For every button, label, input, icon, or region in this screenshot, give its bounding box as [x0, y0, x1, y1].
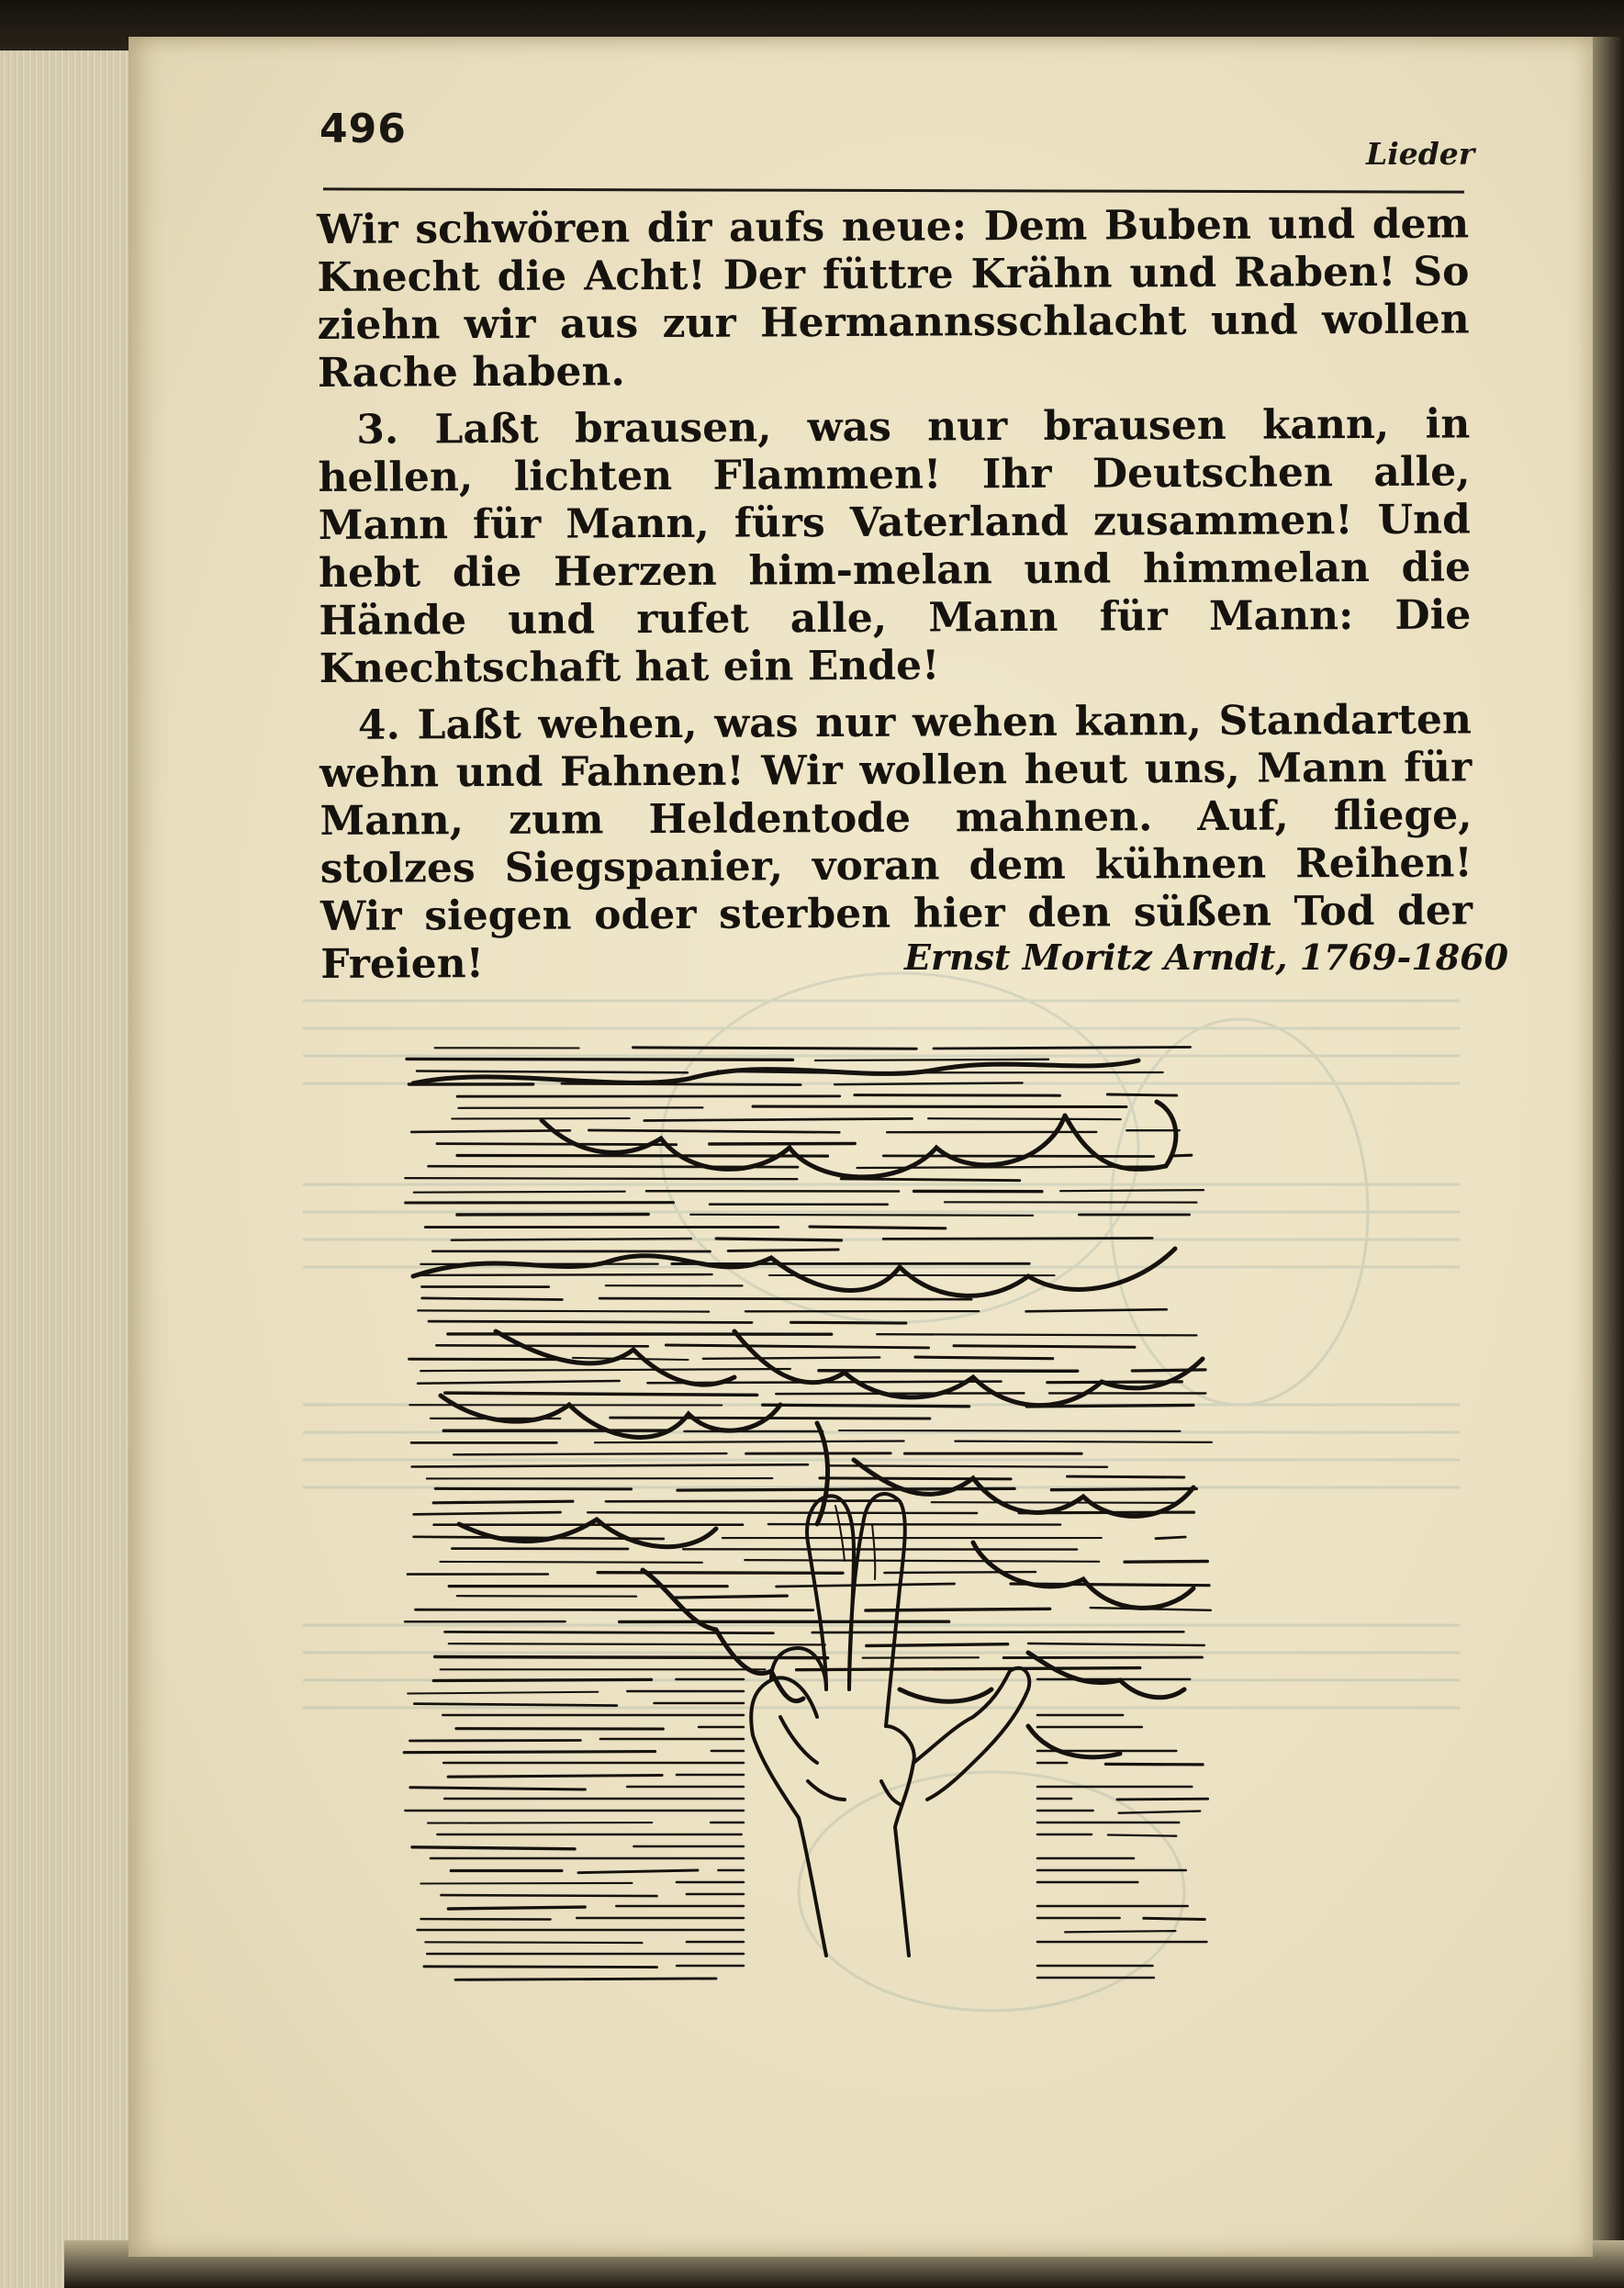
poem-text — [317, 200, 1473, 998]
page-number: 496 — [319, 106, 407, 152]
poem-paragraph: 4. Laßt wehen, was nur wehen kann, Standarten wehn und Fahnen! Wir wollen heut uns, Mann für Mann, zum Heldentode mahnen. Auf, fliege, stolzes Siegspanier, voran dem kühnen Reihen! Wir siegen oder sterben hier den süßen Tod der Freien! — [319, 696, 1473, 988]
poem-paragraph: 3. Laßt brausen, was nur brausen kann, in hellen, lichten Flammen! Ihr Deutschen alle, Mann für Mann, fürs Vaterland zusammen! Und hebt die Herzen him-melan und himmelan die Hände und rufet alle, Mann für Mann: Die Knechtschaft hat ein Ende! — [318, 400, 1472, 692]
poem-paragraph: Wir schwören dir aufs neue: Dem Buben und dem Knecht die Acht! Der füttre Krähn und Raben! So ziehn wir aus zur Hermannsschlacht und wollen Rache haben. — [317, 200, 1470, 397]
poem-attribution: Ernst Moritz Arndt, 1769-1860 — [904, 937, 1509, 978]
running-head: Lieder — [1366, 136, 1475, 172]
clouds-and-oath-hand-icon — [386, 1028, 1395, 2002]
